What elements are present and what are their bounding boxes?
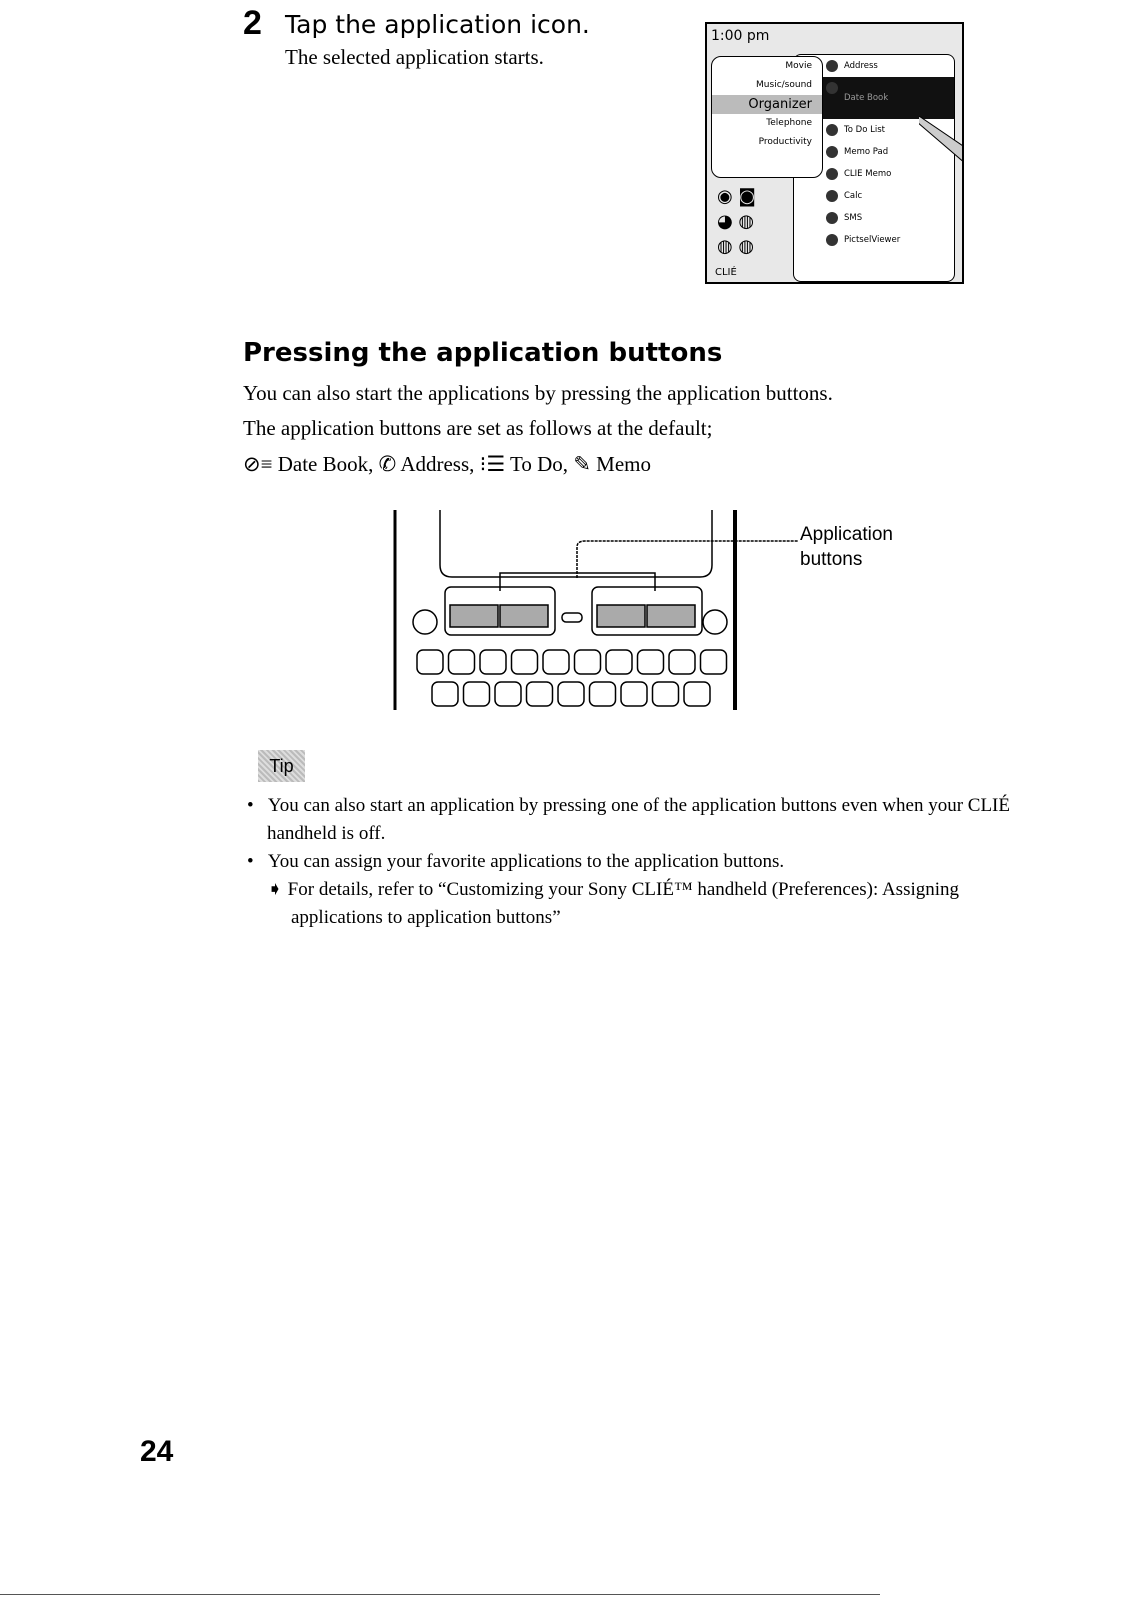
arrow-icon: ➧ [267,879,283,900]
tip-bullet: • You can assign your favorite applications to the application buttons. [247,851,785,872]
app-item: Address [794,55,954,77]
app-item: CLIE Memo [794,163,954,185]
keyboard-key [701,650,727,674]
keyboard-key [449,650,475,674]
page-number: 24 [140,1435,174,1468]
keyboard-key [495,682,521,706]
footer-rule [0,1594,880,1595]
app-item: PictselViewer [794,229,954,251]
app-item: Calc [794,185,954,207]
tip-badge: Tip [258,750,305,782]
category-wheel [711,56,823,178]
callout-label: Application buttons [800,524,893,570]
keyboard-key [480,650,506,674]
keyboard-key [638,650,664,674]
keyboard-key [558,682,584,706]
status-bar [711,28,958,50]
category-item: Telephone [766,118,812,128]
step-number: 2 [243,4,262,42]
address-icon: ✆ [378,452,397,476]
keyboard-key [684,682,710,706]
todo-icon: ⁝☰ [479,452,506,476]
app-item-highlighted: Date Book [794,77,954,119]
tip-reference: ➧ For details, refer to “Customizing your Sony CLIÉ™ handheld (Preferences): Assigning applications to application buttons” [267,879,960,928]
keyboard-key [464,682,490,706]
keyboard-key [653,682,679,706]
keyboard-key [512,650,538,674]
keyboard-key [417,650,443,674]
app-item: To Do List [794,119,954,141]
stylus-icon [919,116,964,166]
category-item-selected: Organizer [712,95,822,114]
keyboard-key [669,650,695,674]
keyboard-key [575,650,601,674]
tip-bullet: • You can also start an application by pressing one of the application buttons even when your CLIÉ handheld is off. [247,795,1010,844]
app-item: SMS [794,207,954,229]
memo-icon: ✎ [573,452,591,476]
launcher-screenshot [705,22,964,284]
category-item: Productivity [758,137,812,147]
keyboard-key [432,682,458,706]
category-item: Music/sound [756,80,812,90]
keyboard-key [590,682,616,706]
clock: 1:00 pm [711,28,770,44]
clie-logo: CLIÉ [715,267,737,278]
keyboard-key [621,682,647,706]
paragraph: The application buttons are set as follows at the default; [243,416,713,440]
default-buttons-line: ⊘≡ Date Book, ✆ Address, ⁝☰ To Do, ✎ Memo [243,452,651,476]
keyboard-key [606,650,632,674]
category-item: Movie [785,61,812,71]
step-title: Tap the application icon. [285,10,590,39]
app-item: Memo Pad [794,141,954,163]
device-illustration [390,505,800,715]
paragraph: You can also start the applications by pressing the application buttons. [243,381,833,405]
date-book-icon: ⊘≡ [243,452,273,476]
app-icons: ◉ ◙ ◕ ◍ ◍ ◍ [717,186,756,257]
keyboard-key [527,682,553,706]
tip-list [247,792,1027,932]
keyboard-key [543,650,569,674]
section-heading: Pressing the application buttons [243,338,723,368]
step-subtitle: The selected application starts. [285,45,544,69]
